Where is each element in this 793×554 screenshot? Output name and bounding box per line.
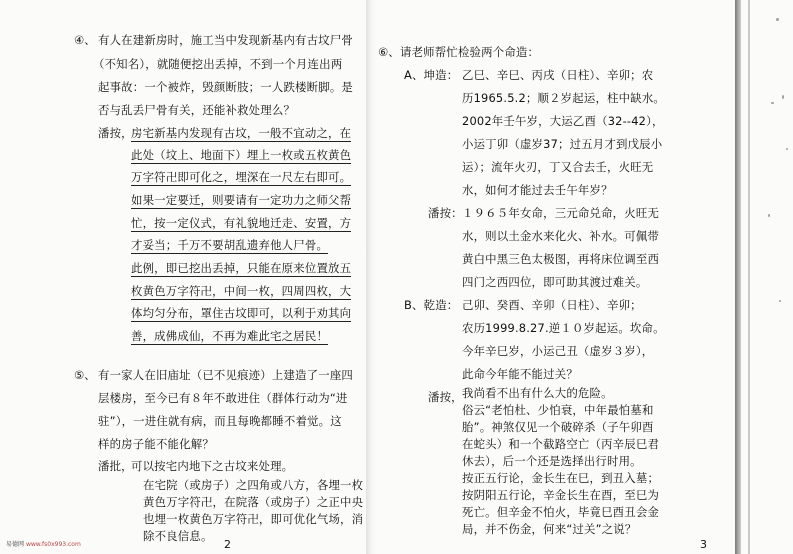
a5-label: 潘批， <box>98 459 133 473</box>
case-b-line-3: 今年辛巳岁，小运己丑（虚岁３岁）， <box>462 344 654 358</box>
a5-line-4: 除不良信息。 <box>143 529 213 543</box>
case-b-reply-6: 按阴阳五行论，辛金长生在酉，至巳为 <box>462 488 660 502</box>
footer-watermark <box>6 539 81 548</box>
a4-label: 潘按， <box>98 126 133 140</box>
a4-line-2: 此处（坟上、地面下）埋上一枚或五枚黄色 <box>131 148 352 162</box>
q4-line-4: 否与乱丢尸骨有关，还能补救处理么？ <box>98 103 296 117</box>
scan-speck <box>779 300 781 302</box>
scan-edge-line <box>748 0 750 554</box>
footer-prefix: 易德网 <box>6 541 25 548</box>
a4-line-4: 如果一定要迁，则要请有一定功力之师父帮 <box>131 193 352 207</box>
case-a-label: A、坤造： <box>404 68 459 82</box>
case-b-line-4: 此命今年能不能过关？ <box>462 367 578 381</box>
case-a-line-4: 小运丁卯（虚岁37；过五月才到戊辰小 <box>462 137 663 151</box>
page-number-right: 3 <box>700 538 707 551</box>
case-b-reply-3: 在蛇头）和一个截路空亡（丙辛辰巳君 <box>462 437 660 451</box>
q6-title: 请老师帮忙检验两个命造： <box>400 45 540 59</box>
book-gutter <box>366 0 376 554</box>
case-b-reply-first: 我尚看不出有什么大的危险。 <box>462 386 613 400</box>
case-b-reply-5: 按正五行论，金长生在巳，到丑入墓； <box>462 471 660 485</box>
page-number-left: 2 <box>224 538 231 551</box>
scan-speck <box>776 18 779 21</box>
q5-line-1: 有一家人在旧庙址（已不见痕迹）上建造了一座四 <box>98 368 353 382</box>
scan-edge-shadow <box>735 0 741 554</box>
case-b-reply-7: 死亡。但辛金不怕火，毕竟巳酉丑会金 <box>462 505 660 519</box>
case-b-reply-1: 俗云“老怕杜、少怕衰，中年最怕墓和 <box>462 403 654 417</box>
case-b-line-2: 农历1999.8.27.逆１０岁起运。坎命。 <box>462 321 665 335</box>
scan-speck <box>786 148 788 150</box>
q4-line-3: 起事故：一个被炸，毁颜断肢；一人跌楼断脚。是 <box>98 80 353 94</box>
a4-line-6: 才妥当；千万不要胡乱遗弃他人尸骨。 <box>131 238 329 252</box>
case-b-line-1: 己卯、癸酉、辛卯（日柱）、辛卯； <box>462 298 642 312</box>
question-6-marker: ⑥、 <box>378 45 400 59</box>
a4-line-5: 忙，按一定仪式，有礼貌地迁走、安置，方 <box>131 216 352 230</box>
a4-line-1: 房宅新基内发现有古坟，一般不宜动之，在 <box>131 126 352 140</box>
case-a-reply-1: １９６５年女命，三元命兑命，火旺无 <box>462 206 660 220</box>
question-4-marker: ④、 <box>74 33 96 47</box>
case-a-reply-3: 黄白中黑三色太极图，再将床位调至西 <box>462 252 660 266</box>
case-a-reply-2: 水，则以土金水来化火、补水。可佩带 <box>462 229 660 243</box>
case-b-label: B、乾造： <box>404 298 459 312</box>
q4-line-1: 有人在建新房时，施工当中发现新基内有古坟尸骨 <box>98 33 353 47</box>
case-a-line-6: 水，如何才能过去壬午年岁？ <box>462 183 613 197</box>
case-a-reply-4: 四门之西四位，即可助其渡过难关。 <box>462 275 648 289</box>
case-a-line-5: 运）；流年火刃，丁又合去壬，火旺无 <box>462 160 654 174</box>
a4-line-3: 万字符卍即可化之，埋深在一尺左右即可。 <box>131 170 352 184</box>
case-a-line-3: 2002年壬午岁，大运乙酉（32--42）， <box>462 114 664 128</box>
a4-line-8: 枚黄色万字符卍，中间一枚，四周四枚，大 <box>131 284 352 298</box>
case-b-reply-label: 潘按， <box>428 390 463 404</box>
a5-line-3: 也埋一枚黄色万字符卍，即可优化气场，消 <box>143 512 364 526</box>
case-a-line-2: 历1965.5.2；顺２岁起运，柱中缺水。 <box>462 91 666 105</box>
case-b-reply-4: 休去），后一个还是选择出行时用。 <box>462 454 642 468</box>
case-a-reply-label: 潘按： <box>428 206 463 220</box>
case-a-line-1: 乙巳、辛巳、丙戌（日柱）、辛卯；农 <box>462 68 654 82</box>
a4-line-7: 此例，即已挖出丢掉，只能在原来位置放五 <box>131 261 352 275</box>
q5-line-4: 样的房子能不能化解？ <box>98 437 214 451</box>
case-b-reply-2: 胎”。神煞仅见一个破碎杀（子午卯酉 <box>462 420 654 434</box>
a4-line-9: 体均匀分布，罩住古坟即可，以利于劝其向 <box>131 306 352 320</box>
q5-line-3: 驻”），一进住就有病，而且每晚都睡不着觉。这 <box>98 414 342 428</box>
footer-site: www.fs0x993.com <box>25 541 81 548</box>
q4-line-2: （不知名），就随便挖出丢掉，不到一个月连出两 <box>93 57 343 71</box>
scan-speck <box>771 102 774 104</box>
scan-speck <box>782 95 784 99</box>
a4-line-10: 善，成佛成仙，不再为难此宅之居民！ <box>131 329 329 343</box>
a5-line-1: 在宅院（或房子）之四角或八方，各埋一枚 <box>143 478 364 492</box>
case-b-reply-8: 局，并不伤金，何来“过关”之说？ <box>462 522 637 536</box>
question-5-marker: ⑤、 <box>74 368 96 382</box>
scan-speck <box>768 214 770 217</box>
a5-first-line: 可以按宅内地下之古坟来处理。 <box>131 459 294 473</box>
a5-line-2: 黄色万字符卍，在院落（或房子）之正中央 <box>143 495 364 509</box>
q5-line-2: 层楼房，至今已有８年不敢进住（群体行动为“进 <box>98 391 348 405</box>
